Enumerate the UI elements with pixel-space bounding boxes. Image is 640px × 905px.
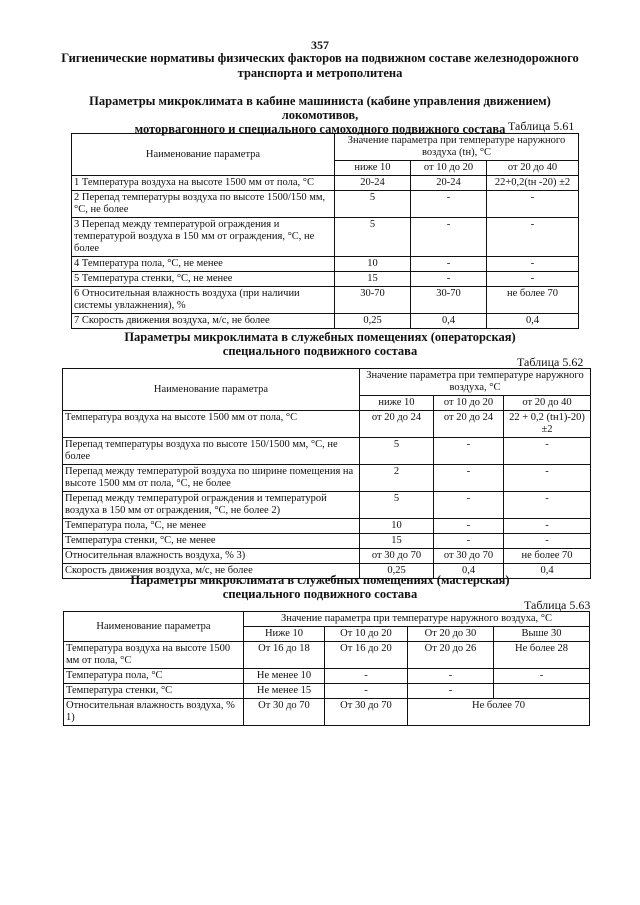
param-name-cell: 2 Перепад температуры воздуха по высоте 1500/150 мм, °С, не более bbox=[72, 191, 335, 218]
param-value-cell: - bbox=[411, 257, 487, 272]
param-value-cell: 5 bbox=[360, 492, 434, 519]
param-value-cell: От 16 до 18 bbox=[244, 642, 325, 669]
table-row bbox=[72, 176, 579, 191]
param-name-cell: 7 Скорость движения воздуха, м/с, не более bbox=[72, 314, 335, 329]
param-name-cell: 3 Перепад между температурой ограждения и температурой воздуха в 150 мм от ограждения, °С, не более bbox=[72, 218, 335, 257]
param-value-cell: от 20 до 24 bbox=[360, 411, 434, 438]
table-row bbox=[63, 549, 591, 564]
param-name-cell: 6 Относительная влажность воздуха (при наличии системы увлажнения), % bbox=[72, 287, 335, 314]
param-value-cell: - bbox=[487, 191, 579, 218]
t2-title-line: специального подвижного состава bbox=[222, 344, 418, 358]
param-value-cell: - bbox=[434, 519, 504, 534]
t1-label: Таблица 5.61 bbox=[508, 119, 575, 133]
param-value-cell: 2 bbox=[360, 465, 434, 492]
t1-subheader: от 10 до 20 bbox=[411, 161, 487, 176]
t2-header-value: Значение параметра при температуре наружного воздуха, °С bbox=[360, 369, 591, 396]
table-row bbox=[63, 465, 591, 492]
table-row bbox=[64, 642, 590, 669]
param-value-cell: - bbox=[487, 272, 579, 287]
param-value-cell: - bbox=[434, 492, 504, 519]
table-5-61 bbox=[71, 133, 579, 329]
param-value-cell: - bbox=[487, 257, 579, 272]
table-row bbox=[64, 669, 590, 684]
table-row bbox=[72, 287, 579, 314]
table-5-63 bbox=[63, 611, 590, 726]
t3-title bbox=[60, 573, 580, 601]
table-row bbox=[63, 534, 591, 549]
t1-header-value: Значение параметра при температуре наружного воздуха (tн), °С bbox=[335, 134, 579, 161]
param-value-cell: 10 bbox=[335, 257, 411, 272]
table-row bbox=[72, 272, 579, 287]
t3-label: Таблица 5.63 bbox=[524, 598, 591, 612]
param-name-cell: Перепад между температурой ограждения и температурой воздуха в 150 мм от ограждения, °С, не более 2) bbox=[63, 492, 360, 519]
table-row bbox=[72, 218, 579, 257]
t1-subheader: от 20 до 40 bbox=[487, 161, 579, 176]
param-name-cell: 4 Температура пола, °С, не менее bbox=[72, 257, 335, 272]
param-name-cell: Перепад температуры воздуха по высоте 150/1500 мм, °С, не более bbox=[63, 438, 360, 465]
param-value-cell: Не более 70 bbox=[408, 699, 590, 726]
t3-subheader: От 10 до 20 bbox=[325, 627, 408, 642]
t2-subheader: ниже 10 bbox=[360, 396, 434, 411]
param-name-cell: Скорость движения воздуха, м/с, не более bbox=[63, 564, 360, 579]
param-value-cell: - bbox=[487, 218, 579, 257]
t3-subheader: От 20 до 30 bbox=[408, 627, 494, 642]
param-value-cell: - bbox=[434, 534, 504, 549]
t1-header-name: Наименование параметра bbox=[72, 134, 335, 176]
t2-label: Таблица 5.62 bbox=[517, 355, 584, 369]
param-value-cell: - bbox=[411, 191, 487, 218]
param-name-cell: Относительная влажность воздуха, % 1) bbox=[64, 699, 244, 726]
t3-subheader: Ниже 10 bbox=[244, 627, 325, 642]
param-value-cell: - bbox=[434, 465, 504, 492]
param-value-cell: 22 + 0,2 (tн1)-20)±2 bbox=[504, 411, 591, 438]
param-value-cell: 5 bbox=[335, 218, 411, 257]
table-row bbox=[72, 191, 579, 218]
t3-title-line: специального подвижного состава bbox=[222, 587, 418, 601]
param-name-cell: Температура стенки, °С, не менее bbox=[63, 534, 360, 549]
param-value-cell: - bbox=[434, 438, 504, 465]
t3-subheader: Выше 30 bbox=[494, 627, 590, 642]
document-title bbox=[60, 51, 580, 81]
param-value-cell: 15 bbox=[335, 272, 411, 287]
t2-subheader: от 10 до 20 bbox=[434, 396, 504, 411]
param-value-cell: 0,25 bbox=[360, 564, 434, 579]
t2-header-name: Наименование параметра bbox=[63, 369, 360, 411]
param-value-cell: Не более 28 bbox=[494, 642, 590, 669]
table-row bbox=[63, 411, 591, 438]
param-value-cell: - bbox=[408, 669, 494, 684]
param-value-cell: 5 bbox=[360, 438, 434, 465]
param-value-cell: - bbox=[504, 519, 591, 534]
param-value-cell: 30-70 bbox=[411, 287, 487, 314]
table-row bbox=[63, 492, 591, 519]
t1-title bbox=[60, 94, 580, 136]
param-value-cell: - bbox=[504, 534, 591, 549]
param-name-cell: Температура воздуха на высоте 1500 мм от пола, °С bbox=[64, 642, 244, 669]
param-name-cell: 5 Температура стенки, °С, не менее bbox=[72, 272, 335, 287]
document-title-line: транспорта и метрополитена bbox=[237, 66, 403, 80]
param-value-cell: 0,4 bbox=[504, 564, 591, 579]
t1-title-line: Параметры микроклимата в кабине машиниста (кабине управления движением) локомотивов, bbox=[89, 94, 551, 122]
param-value-cell: Не менее 10 bbox=[244, 669, 325, 684]
t2-subheader: от 20 до 40 bbox=[504, 396, 591, 411]
param-value-cell: от 30 до 70 bbox=[360, 549, 434, 564]
param-value-cell: 10 bbox=[360, 519, 434, 534]
param-value-cell: От 20 до 26 bbox=[408, 642, 494, 669]
table-row bbox=[64, 684, 590, 699]
param-value-cell: 20-24 bbox=[411, 176, 487, 191]
t1-title-line: моторвагонного и специального самоходного подвижного состава bbox=[134, 122, 506, 136]
param-value-cell: от 20 до 24 bbox=[434, 411, 504, 438]
param-name-cell: Температура стенки, °С bbox=[64, 684, 244, 699]
param-value-cell: 0,4 bbox=[487, 314, 579, 329]
param-value-cell: - bbox=[408, 684, 494, 699]
param-value-cell: Не менее 15 bbox=[244, 684, 325, 699]
param-name-cell: 1 Температура воздуха на высоте 1500 мм от пола, °С bbox=[72, 176, 335, 191]
param-value-cell: От 16 до 20 bbox=[325, 642, 408, 669]
param-value-cell: - bbox=[325, 669, 408, 684]
param-value-cell: От 30 до 70 bbox=[325, 699, 408, 726]
param-value-cell: от 30 до 70 bbox=[434, 549, 504, 564]
t2-title-line: Параметры микроклимата в служебных помещениях (операторская) bbox=[124, 330, 516, 344]
param-value-cell: 30-70 bbox=[335, 287, 411, 314]
param-value-cell: - bbox=[504, 438, 591, 465]
table-row bbox=[63, 438, 591, 465]
param-name-cell: Температура пола, °С bbox=[64, 669, 244, 684]
param-value-cell: - bbox=[494, 669, 590, 684]
param-value-cell: 0,4 bbox=[411, 314, 487, 329]
param-value-cell: не более 70 bbox=[504, 549, 591, 564]
param-name-cell: Температура воздуха на высоте 1500 мм от пола, °С bbox=[63, 411, 360, 438]
param-value-cell: не более 70 bbox=[487, 287, 579, 314]
param-value-cell: 5 bbox=[335, 191, 411, 218]
param-value-cell: 20-24 bbox=[335, 176, 411, 191]
param-value-cell bbox=[494, 684, 590, 699]
t1-subheader: ниже 10 bbox=[335, 161, 411, 176]
param-name-cell: Относительная влажность воздуха, % 3) bbox=[63, 549, 360, 564]
page-number: 357 bbox=[311, 38, 329, 52]
param-value-cell: - bbox=[504, 492, 591, 519]
param-value-cell: - bbox=[411, 272, 487, 287]
document-title-line: Гигиенические нормативы физических факторов на подвижном составе железнодорожного bbox=[61, 51, 579, 65]
table-5-62 bbox=[62, 368, 591, 579]
param-name-cell: Температура пола, °С, не менее bbox=[63, 519, 360, 534]
table-row bbox=[64, 699, 590, 726]
param-value-cell: - bbox=[504, 465, 591, 492]
table-row bbox=[72, 314, 579, 329]
table-row bbox=[72, 257, 579, 272]
param-value-cell: 22+0,2(tн -20) ±2 bbox=[487, 176, 579, 191]
param-value-cell: - bbox=[411, 218, 487, 257]
t3-header-name: Наименование параметра bbox=[64, 612, 244, 642]
table-row bbox=[63, 519, 591, 534]
param-value-cell: 0,25 bbox=[335, 314, 411, 329]
param-value-cell: 0,4 bbox=[434, 564, 504, 579]
param-name-cell: Перепад между температурой воздуха по ширине помещения на высоте 1500 мм от пола, °С, не более bbox=[63, 465, 360, 492]
t3-header-value: Значение параметра при температуре наружного воздуха, °С bbox=[244, 612, 590, 627]
param-value-cell: 15 bbox=[360, 534, 434, 549]
param-value-cell: - bbox=[325, 684, 408, 699]
t2-title bbox=[60, 330, 580, 358]
param-value-cell: От 30 до 70 bbox=[244, 699, 325, 726]
t3-title-line: Параметры микроклимата в служебных помещениях (мастерская) bbox=[130, 573, 510, 587]
